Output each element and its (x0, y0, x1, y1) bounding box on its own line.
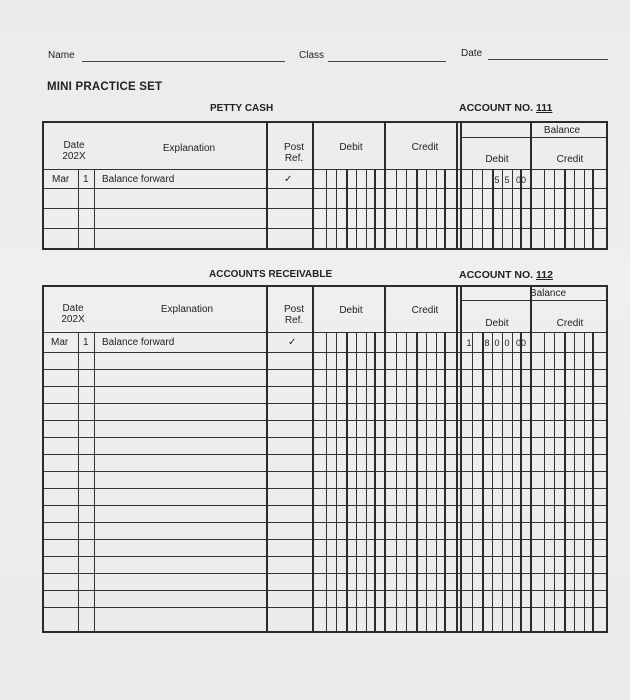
digit-line (396, 169, 397, 248)
col-divider (384, 287, 386, 631)
digit-line (554, 332, 555, 631)
ledger-1-title: PETTY CASH (210, 103, 274, 114)
digit-line (356, 169, 357, 248)
col-year-label: 202X (62, 151, 86, 162)
digit-line (416, 169, 418, 248)
balance-header: Balance (529, 288, 567, 299)
col-date (49, 140, 99, 162)
balance-digit: 8 (484, 338, 490, 348)
digit-line (584, 332, 585, 631)
digit-line (346, 169, 348, 248)
col-debit: Debit (339, 305, 363, 316)
col-date (48, 303, 98, 325)
digit-line (406, 332, 407, 631)
date-divider (94, 169, 95, 248)
ledger-2-table (42, 285, 608, 633)
balance-divider (460, 287, 462, 631)
balance-divider (460, 123, 462, 248)
digit-line (406, 169, 407, 248)
col-divider (456, 287, 458, 631)
entry-month: Mar (52, 174, 70, 185)
digit-line (492, 332, 493, 631)
digit-line (374, 169, 376, 248)
entry-day: 1 (83, 174, 89, 185)
digit-line (482, 332, 484, 631)
digit-line (584, 169, 585, 248)
digit-line (592, 332, 594, 631)
account-label: ACCOUNT NO. (459, 102, 534, 114)
col-divider (384, 123, 386, 248)
col-debit: Debit (339, 142, 363, 153)
digit-line (436, 332, 437, 631)
digit-line (592, 169, 594, 248)
col-divider (530, 287, 532, 631)
digit-line (502, 332, 503, 631)
col-post-ref (270, 142, 318, 164)
ledger-1-account-number (459, 102, 552, 114)
digit-line (564, 332, 566, 631)
class-field[interactable] (328, 61, 446, 62)
digit-line (444, 332, 446, 631)
col-divider (456, 123, 458, 248)
checkmark-icon: ✓ (288, 337, 297, 348)
col-divider (312, 123, 314, 248)
digit-line (436, 169, 437, 248)
date-field[interactable] (488, 59, 608, 60)
col-balance-debit: Debit (485, 318, 509, 329)
col-divider (266, 123, 268, 248)
date-divider (94, 332, 95, 631)
balance-header-divider (460, 137, 606, 138)
digit-line (544, 169, 545, 248)
account-no-value: 111 (536, 102, 553, 114)
digit-line (564, 169, 566, 248)
col-divider (312, 287, 314, 631)
col-post-label: Post (283, 304, 304, 315)
digit-line (482, 169, 483, 248)
col-balance-credit: Credit (556, 318, 584, 329)
digit-line (346, 332, 348, 631)
date-label: Date (461, 48, 483, 59)
digit-line (336, 169, 337, 248)
entry-explanation: Balance forward (102, 337, 175, 348)
col-divider (530, 123, 532, 248)
name-field[interactable] (82, 61, 285, 62)
account-label: ACCOUNT NO. (459, 269, 534, 281)
digit-line (326, 169, 327, 248)
col-date-label: Date (62, 303, 84, 314)
page-title: MINI PRACTICE SET (47, 81, 163, 93)
digit-line (444, 169, 446, 248)
account-no-value: 112 (536, 269, 553, 281)
col-year-label: 202X (61, 314, 85, 325)
col-post-label: Post (283, 142, 304, 153)
entry-explanation: Balance forward (102, 174, 175, 185)
ledger-2-account-number (459, 269, 553, 281)
col-credit: Credit (411, 305, 439, 316)
balance-digit: 5 (504, 175, 510, 185)
col-explanation: Explanation (160, 304, 214, 315)
digit-line (366, 332, 367, 631)
digit-line (336, 332, 337, 631)
balance-cents: 00 (515, 175, 526, 185)
col-explanation: Explanation (162, 143, 216, 154)
date-divider (78, 169, 79, 248)
digit-line (574, 332, 575, 631)
balance-header: Balance (543, 125, 581, 136)
balance-digit: 5 (494, 175, 500, 185)
col-balance-debit: Debit (485, 154, 509, 165)
col-ref-label: Ref. (284, 153, 304, 164)
digit-line (396, 332, 397, 631)
digit-line (366, 169, 367, 248)
digit-line (512, 332, 513, 631)
digit-line (426, 169, 427, 248)
col-ref-label: Ref. (284, 315, 304, 326)
balance-cents: 00 (515, 338, 526, 348)
col-date-label: Date (63, 140, 85, 151)
ledger-2-title: ACCOUNTS RECEIVABLE (209, 269, 333, 280)
digit-line (554, 169, 555, 248)
digit-line (472, 169, 473, 248)
balance-digit: 0 (494, 338, 500, 348)
digit-line (520, 332, 522, 631)
checkmark-icon: ✓ (284, 174, 293, 185)
col-divider (266, 287, 268, 631)
col-balance-credit: Credit (556, 154, 584, 165)
class-label: Class (299, 50, 325, 61)
digit-line (426, 332, 427, 631)
ledger-1-table (42, 121, 608, 250)
entry-month: Mar (51, 337, 69, 348)
digit-line (326, 332, 327, 631)
balance-header-divider (460, 300, 606, 301)
col-post-ref (270, 304, 318, 326)
digit-line (472, 332, 473, 631)
digit-line (544, 332, 545, 631)
date-divider (78, 332, 79, 631)
balance-digit: 1 (466, 338, 472, 348)
col-credit: Credit (411, 142, 439, 153)
balance-digit: 0 (504, 338, 510, 348)
digit-line (374, 332, 376, 631)
digit-line (574, 169, 575, 248)
name-label: Name (48, 50, 75, 61)
digit-line (356, 332, 357, 631)
entry-day: 1 (83, 337, 89, 348)
digit-line (416, 332, 418, 631)
